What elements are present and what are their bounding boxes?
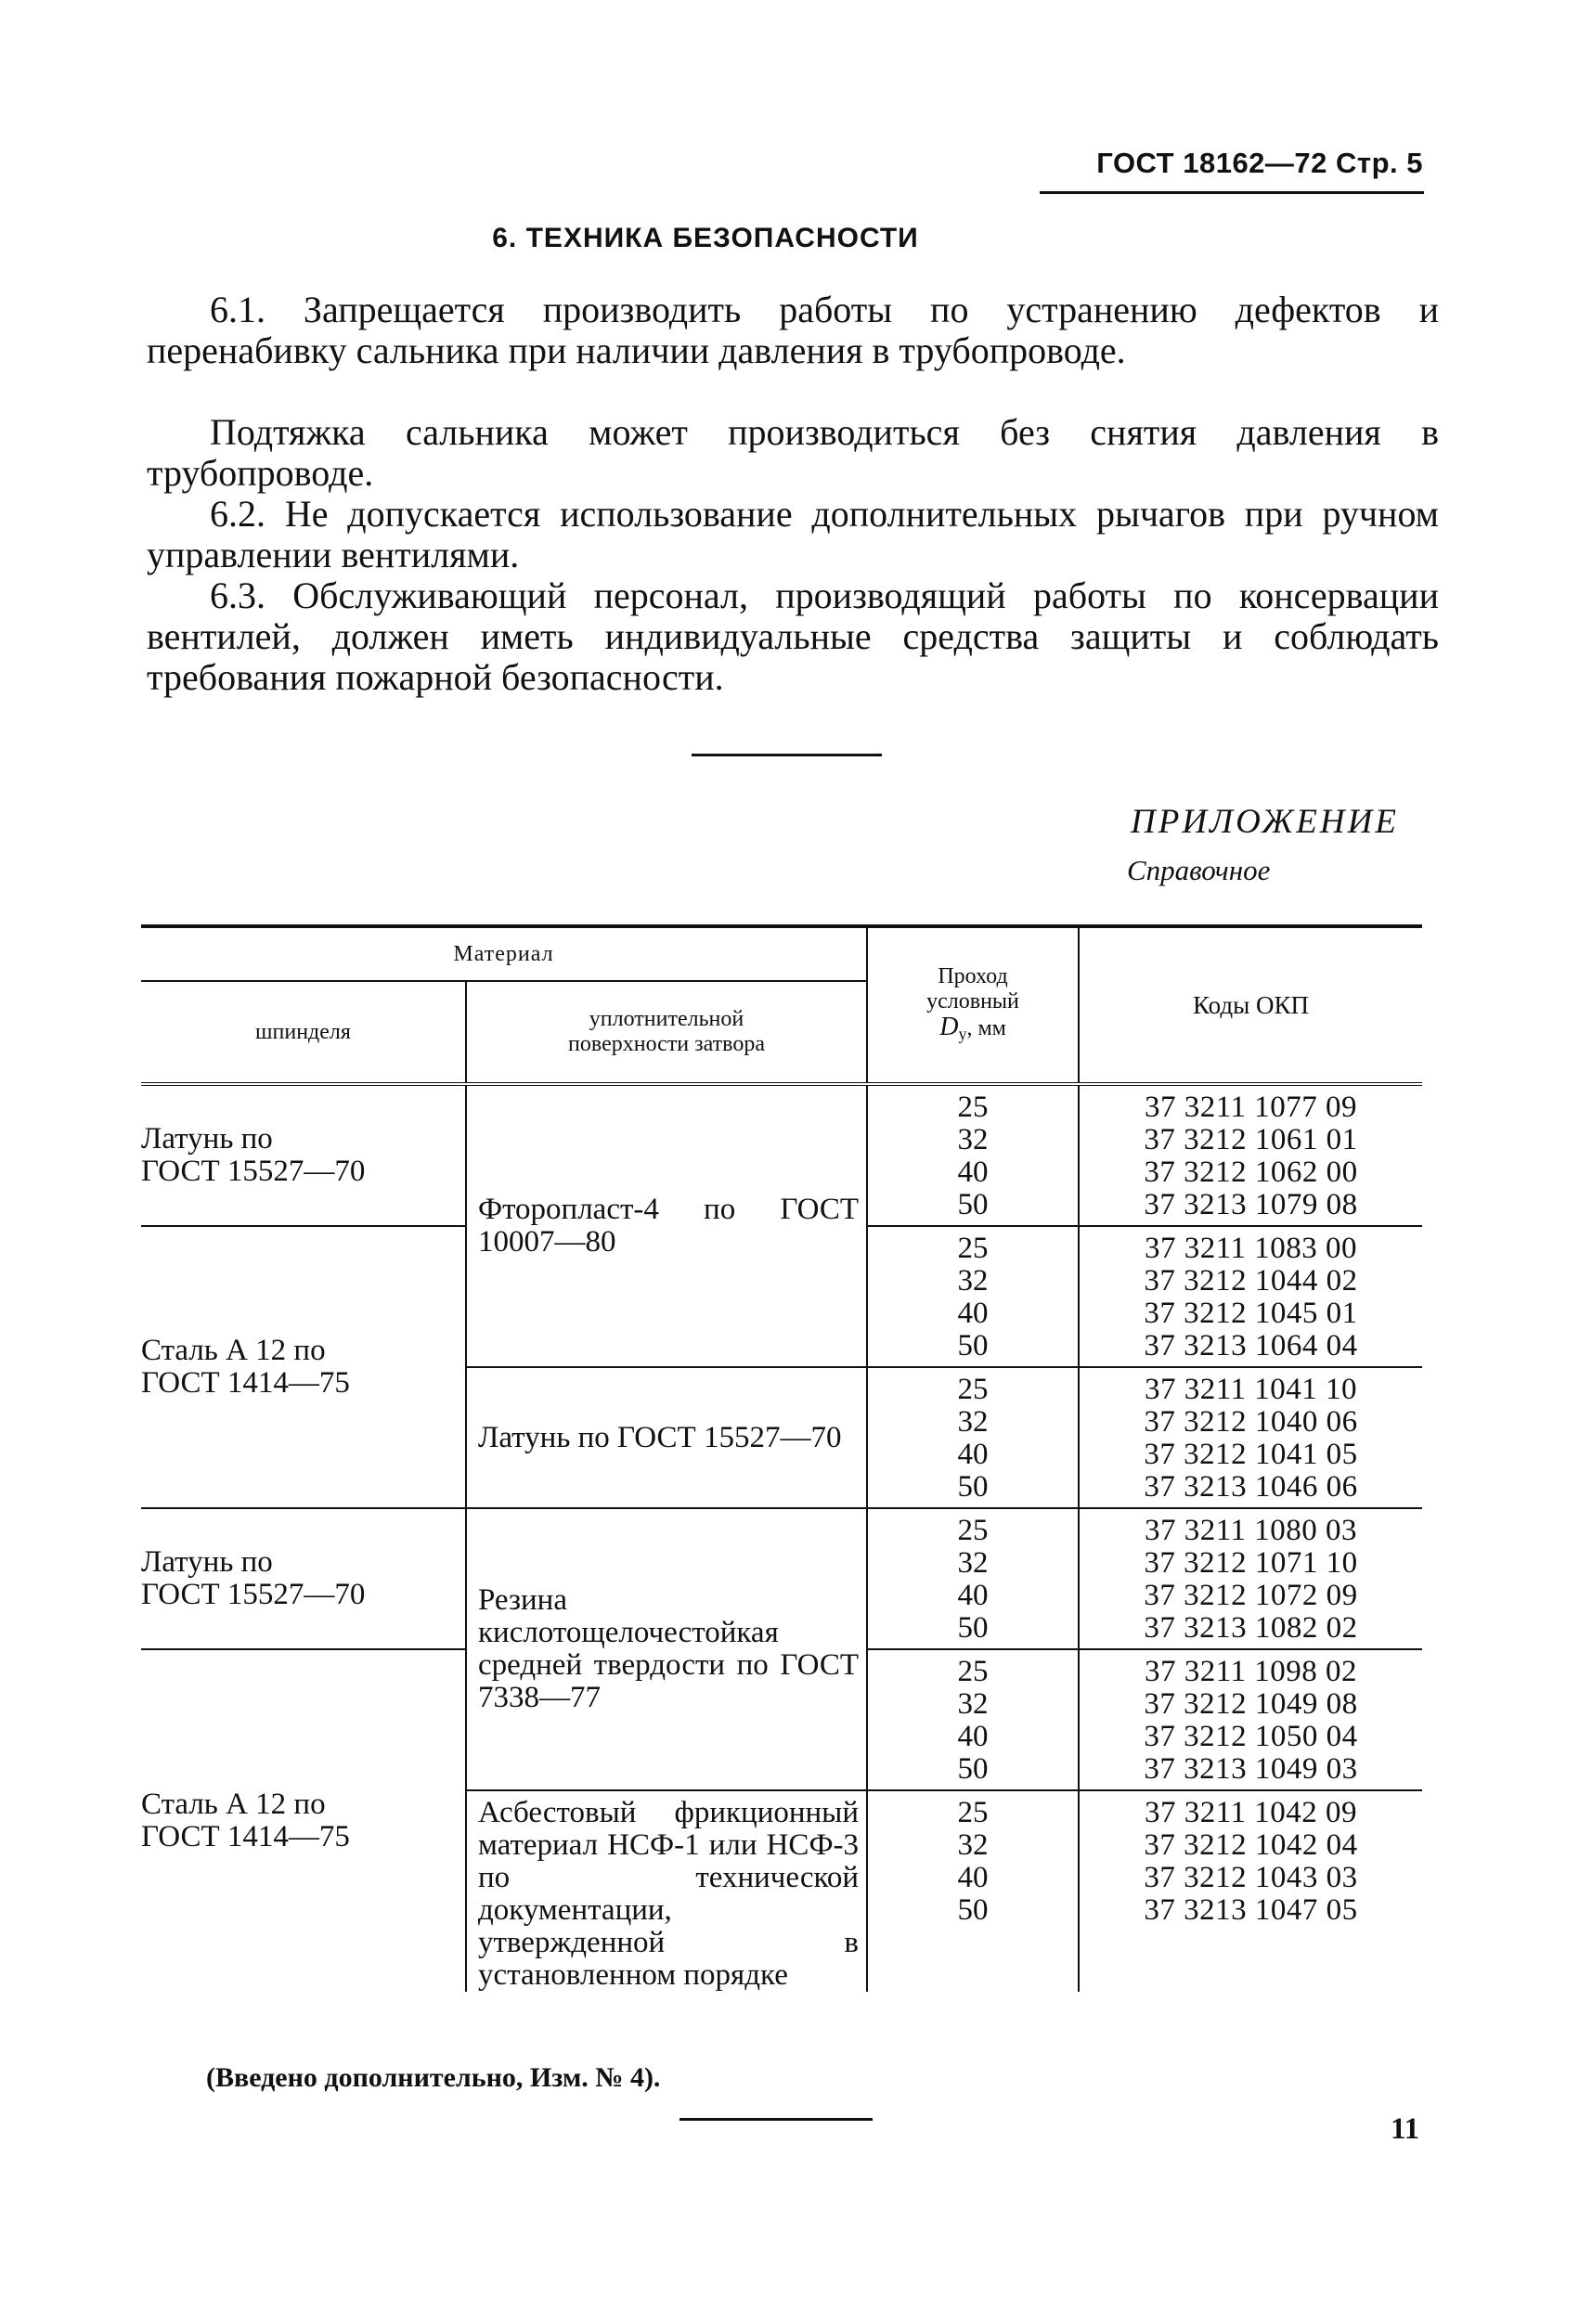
paragraph-6-1: 6.1. Запрещается производить работы по устранению дефектов и перенабивку сальника при наличии давления в трубопроводе. [147,289,1439,371]
diameter-value: 32 [957,1687,989,1721]
spindle-text: Сталь А 12 по [141,1334,326,1367]
diameter-value: 40 [957,1297,989,1330]
header-pass-line1: Проход [938,963,1008,988]
okp-code: 37 3212 1042 04 [1144,1828,1358,1862]
spindle-text: Латунь по [141,1545,273,1579]
okp-code: 37 3212 1072 09 [1144,1579,1358,1612]
spindle-text: ГОСТ 15527—70 [141,1155,366,1188]
spindle-cell [141,1508,466,1649]
diameter-cell [867,1649,1079,1790]
okp-code: 37 3211 1083 00 [1145,1232,1358,1265]
diameter-value: 25 [957,1514,989,1547]
diameter-cell [867,1790,1079,1992]
header-okp-codes: Коды ОКП [1079,926,1422,1084]
okp-code: 37 3211 1077 09 [1145,1091,1358,1124]
diameter-value: 50 [957,1752,989,1786]
header-rule [1040,191,1424,194]
end-divider [679,2118,873,2121]
spindle-text: ГОСТ 15527—70 [141,1578,366,1611]
appendix-subtitle: Справочное [1127,854,1271,886]
page-number: 11 [1391,2112,1420,2146]
seal-cell: Латунь по ГОСТ 15527—70 [466,1367,867,1508]
diameter-cell [867,1367,1079,1508]
okp-code: 37 3211 1080 03 [1145,1514,1358,1547]
spindle-cell [141,1226,466,1508]
paragraph-6-1-cont: Подтяжка сальника может производиться без снятия давления в трубопроводе. [147,411,1439,494]
table-row [141,1508,1422,1649]
okp-code: 37 3212 1050 04 [1144,1720,1358,1753]
diameter-value: 25 [957,1091,989,1124]
okp-code: 37 3212 1049 08 [1144,1687,1358,1721]
diameter-value: 50 [957,1611,989,1645]
header-pass-line3 [874,1014,1072,1047]
header-pass-symbol: D [939,1012,959,1041]
codes-cell [1079,1649,1422,1790]
okp-code: 37 3212 1071 10 [1144,1546,1358,1580]
codes-cell [1079,1226,1422,1367]
diameter-cell [867,1508,1079,1649]
diameter-value: 25 [957,1373,989,1406]
diameter-value: 32 [957,1123,989,1156]
diameter-value: 40 [957,1720,989,1753]
paragraph-6-2: 6.2. Не допускается использование дополнительных рычагов при ручном управлении вентилями. [147,493,1439,575]
header-spindle: шпинделя [141,981,466,1084]
seal-cell: Асбестовый фрикционный материал НСФ-1 или НСФ-3 по технической документации, утвержденной в установленном порядке [466,1790,867,1992]
diameter-value: 40 [957,1579,989,1612]
header-nominal-pass [867,926,1079,1084]
diameter-value: 25 [957,1796,989,1829]
okp-code: 37 3211 1041 10 [1145,1373,1358,1406]
okp-code: 37 3212 1041 05 [1144,1438,1358,1471]
header-seal-line1: уплотнительной [589,1007,744,1031]
diameter-value: 32 [957,1405,989,1439]
header-pass-line2: условный [926,988,1019,1014]
paragraph-6-3: 6.3. Обслуживающий персонал, производящий работы по консервации вентилей, должен иметь индивидуальные средства защиты и соблюдать требования пожарной безопасности. [147,575,1439,698]
seal-cell: Фторопласт-4 по ГОСТ 10007—80 [466,1084,867,1367]
okp-code: 37 3212 1061 01 [1144,1123,1358,1156]
diameter-value: 50 [957,1329,989,1362]
spindle-cell [141,1084,466,1226]
diameter-value: 50 [957,1470,989,1504]
header-seal-surface [466,981,867,1084]
spindle-text: ГОСТ 1414—75 [141,1366,350,1400]
header-pass-unit: , мм [966,1015,1006,1040]
okp-code: 37 3213 1082 02 [1144,1611,1358,1645]
okp-code: 37 3213 1064 04 [1144,1329,1358,1362]
codes-cell [1079,1367,1422,1508]
diameter-value: 40 [957,1438,989,1471]
spindle-text: ГОСТ 1414—75 [141,1820,350,1853]
okp-codes-table-wrapper [141,924,1422,1992]
diameter-cell [867,1226,1079,1367]
running-header: ГОСТ 18162—72 Стр. 5 [1096,147,1423,179]
diameter-value: 25 [957,1232,989,1265]
table-row [141,1084,1422,1226]
amendment-note: (Введено дополнительно, Изм. № 4). [206,2062,661,2093]
spindle-text: Латунь по [141,1122,273,1156]
diameter-value: 25 [957,1655,989,1688]
section-heading: 6. ТЕХНИКА БЕЗОПАСНОСТИ [492,223,919,253]
okp-code: 37 3213 1079 08 [1144,1188,1358,1221]
diameter-value: 32 [957,1828,989,1862]
okp-code: 37 3212 1040 06 [1144,1405,1358,1439]
okp-code: 37 3211 1042 09 [1145,1796,1358,1829]
diameter-value: 50 [957,1893,989,1927]
diameter-value: 40 [957,1861,989,1894]
okp-code: 37 3213 1047 05 [1144,1893,1358,1927]
okp-codes-table [141,924,1422,1992]
seal-cell: Резина кислотощелочестойкая средней твердости по ГОСТ 7338—77 [466,1508,867,1790]
section-divider [692,754,882,756]
okp-code: 37 3212 1062 00 [1144,1156,1358,1189]
diameter-cell [867,1084,1079,1226]
okp-code: 37 3211 1098 02 [1145,1655,1358,1688]
okp-code: 37 3213 1049 03 [1144,1752,1358,1786]
codes-cell [1079,1084,1422,1226]
diameter-value: 50 [957,1188,989,1221]
okp-code: 37 3212 1045 01 [1144,1297,1358,1330]
okp-code: 37 3212 1043 03 [1144,1861,1358,1894]
diameter-value: 32 [957,1264,989,1298]
header-seal-line2: поверхности затвора [568,1032,765,1056]
okp-code: 37 3213 1046 06 [1144,1470,1358,1504]
header-material: Материал [141,926,867,981]
spindle-text: Сталь А 12 по [141,1788,326,1821]
codes-cell [1079,1508,1422,1649]
header-pass-subscript: у [958,1024,967,1043]
diameter-value: 32 [957,1546,989,1580]
spindle-cell [141,1649,466,1992]
okp-code: 37 3212 1044 02 [1144,1264,1358,1298]
codes-cell [1079,1790,1422,1992]
diameter-value: 40 [957,1156,989,1189]
appendix-title: ПРИЛОЖЕНИЕ [1131,803,1399,841]
